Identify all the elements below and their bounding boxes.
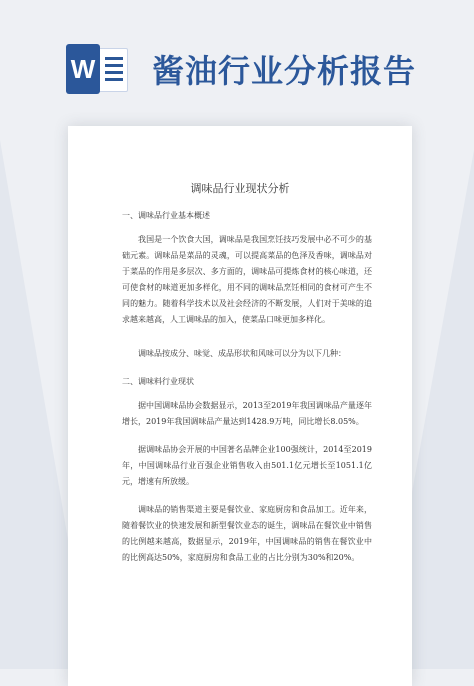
header bbox=[0, 0, 474, 110]
section-heading-overview: 一、调味品行业基本概述 bbox=[122, 211, 210, 220]
document-heading: 调味品行业现状分析 bbox=[190, 182, 290, 195]
paragraph-revenue: 据调味品协会开展的中国著名品牌企业100强统计，2014至2019年，中国调味品行业百强企业销售收入由501.1亿元增长至1051.1亿元，增速有所放缓。 bbox=[122, 445, 372, 486]
word-badge: W bbox=[66, 44, 100, 94]
paragraph-overview: 我国是一个饮食大国，调味品是我国烹饪技巧发展中必不可少的基础元素。调味品是菜品的灵魂，可以提高菜品的色泽及香味，调味品对于菜品的作用是多层次、多方面的，调味品可提炼食材的核心味道，还可使食材的味道更加多样化，用不同的调味品烹饪相同的食材可产生不同的魅力。随着科学技术以及社会经济的不断发展，人们对于美味的追求越来越高，人工调味品的加入，使菜品口味更加多样化。 bbox=[122, 235, 372, 324]
paragraph-channels: 调味品的销售渠道主要是餐饮业、家庭厨房和食品加工。近年来，随着餐饮业的快速发展和新型餐饮业态的诞生，调味品在餐饮业中销售的比例越来越高，数据显示，2019年，中国调味品的销售在餐饮业中的比例高达50%，家庭厨房和食品工业的占比分别为30%和20%。 bbox=[122, 505, 372, 562]
paragraph-classification: 调味品按成分、味觉、成品形状和风味可以分为以下几种： bbox=[138, 349, 346, 358]
page-title: 酱油行业分析报告 bbox=[152, 52, 417, 90]
paragraph-output: 据中国调味品协会数据显示，2013至2019年我国调味品产量逐年增长，2019年我国调味品产量达到1428.9万吨，同比增长8.05%。 bbox=[122, 401, 372, 426]
document-page bbox=[68, 126, 412, 686]
section-heading-status: 二、调味料行业现状 bbox=[122, 377, 194, 386]
word-document-icon bbox=[66, 44, 130, 94]
